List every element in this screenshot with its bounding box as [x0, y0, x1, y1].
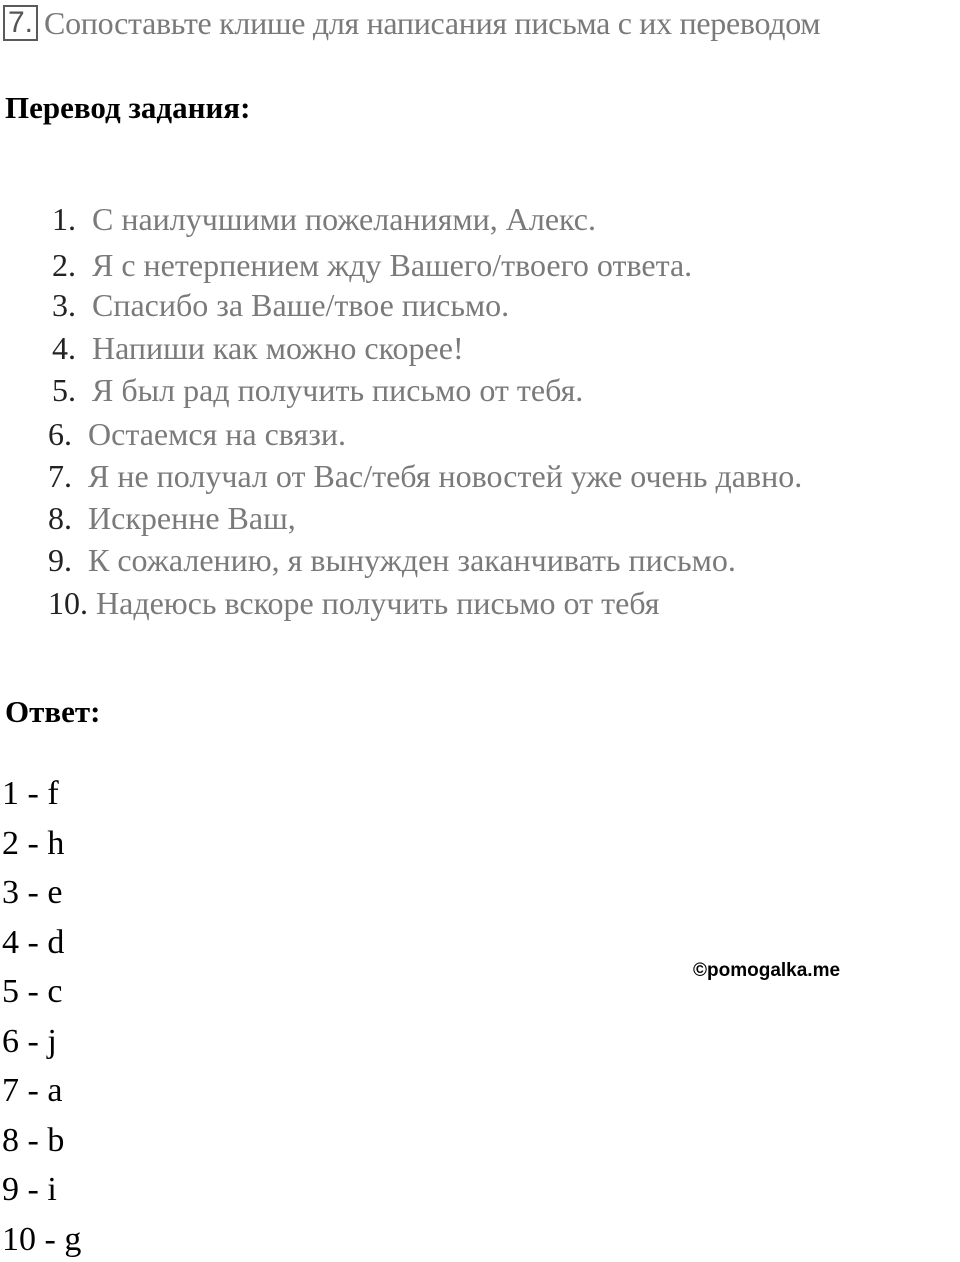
phrase-text: Я не получал от Вас/тебя новостей уже очень давно.: [88, 458, 803, 494]
answer-item: 4 - d: [2, 924, 65, 961]
phrase-number: 6.: [48, 416, 72, 452]
phrase-text: С наилучшими пожеланиями, Алекс.: [92, 201, 596, 237]
answer-item: 5 - c: [2, 973, 63, 1010]
phrase-number: 1.: [52, 201, 76, 237]
phrase-text: К сожалению, я вынужден заканчивать письмо.: [88, 542, 736, 578]
task-header: [3, 2, 820, 44]
phrase-item: [52, 371, 583, 409]
phrase-item: [48, 541, 736, 579]
answer-title: Ответ:: [5, 694, 101, 729]
phrase-item: [48, 415, 346, 453]
answer-item: 7 - a: [2, 1072, 63, 1109]
phrase-text: Я был рад получить письмо от тебя.: [92, 372, 584, 408]
phrase-number: 9.: [48, 542, 72, 578]
phrase-number: 7.: [48, 458, 72, 494]
answer-item: 9 - i: [2, 1171, 57, 1208]
phrase-number: 10.: [48, 585, 88, 621]
phrase-item: [52, 246, 692, 284]
watermark: ©pomogalka.me: [693, 960, 841, 981]
phrase-text: Я с нетерпением жду Вашего/твоего ответа.: [92, 247, 693, 283]
phrase-item: [52, 329, 464, 367]
phrase-number: 8.: [48, 500, 72, 536]
phrase-text: Спасибо за Ваше/твое письмо.: [92, 287, 510, 323]
translation-title: Перевод задания:: [5, 90, 251, 125]
answer-item: 1 - f: [2, 775, 59, 812]
task-text: Сопоставьте клише для написания письма с их переводом: [44, 4, 821, 41]
phrase-text: Надеюсь вскоре получить письмо от тебя: [96, 585, 660, 621]
phrase-number: 5.: [52, 372, 76, 408]
phrase-number: 3.: [52, 287, 76, 323]
phrase-item: [52, 200, 596, 238]
answer-item: 10 - g: [2, 1221, 82, 1258]
phrase-item: [52, 286, 509, 324]
answer-item: 3 - e: [2, 874, 63, 911]
phrase-item: [48, 499, 296, 537]
phrase-text: Искренне Ваш,: [88, 500, 296, 536]
task-number-box: 7.: [3, 5, 38, 41]
answer-item: 6 - j: [2, 1023, 57, 1060]
phrase-number: 4.: [52, 330, 76, 366]
answer-item: 8 - b: [2, 1122, 65, 1159]
phrase-text: Остаемся на связи.: [88, 416, 346, 452]
phrase-number: 2.: [52, 247, 76, 283]
answer-item: 2 - h: [2, 825, 65, 862]
phrase-text: Напиши как можно скорее!: [92, 330, 464, 366]
phrase-item: [48, 584, 659, 622]
phrase-item: [48, 457, 802, 495]
